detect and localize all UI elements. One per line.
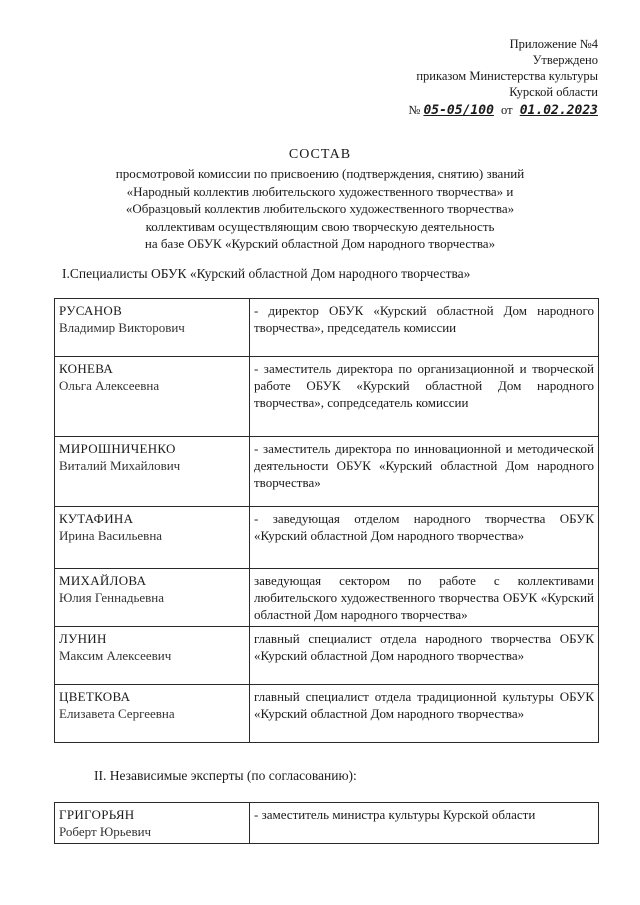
subtitle-line: на базе ОБУК «Курский областной Дом народного творчества» — [144, 236, 496, 251]
member-name-cell — [55, 627, 250, 685]
table-row — [55, 507, 599, 569]
member-role: заведующая сектором по работе с коллективами любительского художественного творчества ОБУК «Курский областной Дом народного творчества» — [250, 569, 599, 627]
member-fullname: Ирина Васильевна — [59, 528, 163, 543]
member-role: - заместитель министра культуры Курской области — [250, 803, 599, 844]
member-name-cell — [55, 803, 250, 844]
order-reference — [408, 102, 598, 119]
member-fullname: Виталий Михайлович — [59, 458, 181, 473]
order-number: 05-05/100 — [423, 103, 494, 118]
member-role: - директор ОБУК «Курский областной Дом народного творчества», председатель комиссии — [250, 299, 599, 357]
member-name-cell — [55, 357, 250, 437]
section-heading-experts: II. Независимые эксперты (по согласованию): — [94, 768, 357, 783]
table-row — [55, 299, 599, 357]
appendix-number: Приложение №4 — [509, 37, 598, 51]
order-issuer: приказом Министерства культуры — [416, 69, 598, 83]
member-surname: МИРОШНИЧЕНКО — [59, 441, 176, 456]
subtitle-line: «Народный коллектив любительского художественного творчества» и — [126, 183, 514, 199]
table-row — [55, 627, 599, 685]
member-surname: ЛУНИН — [59, 631, 107, 646]
member-name-cell — [55, 685, 250, 743]
member-name-cell — [55, 507, 250, 569]
member-surname: КОНЕВА — [59, 361, 114, 376]
order-region: Курской области — [509, 85, 598, 99]
experts-table — [54, 802, 599, 844]
subtitle-line: «Образцовый коллектив любительского художественного творчества» — [125, 201, 515, 216]
subtitle-line: просмотровой комиссии по присвоению (подтверждения, снятию) званий — [115, 166, 525, 181]
member-role: - заместитель директора по организационной и творческой работе ОБУК «Курский областной Дом народного творчества», сопредседатель комиссии — [250, 357, 599, 437]
member-role: - заведующая отделом народного творчества ОБУК «Курский областной Дом народного творчества» — [250, 507, 599, 569]
table-row — [55, 569, 599, 627]
member-surname: КУТАФИНА — [59, 511, 134, 526]
table-row — [55, 437, 599, 507]
member-role: - заместитель директора по инновационной и методической деятельности ОБУК «Курский областной Дом народного творчества» — [250, 437, 599, 507]
member-fullname: Ольга Алексеевна — [59, 378, 160, 393]
member-name-cell — [55, 299, 250, 357]
member-fullname: Максим Алексеевич — [59, 648, 172, 663]
member-fullname: Юлия Геннадьевна — [59, 590, 165, 605]
section-heading-specialists: I.Специалисты ОБУК «Курский областной Дом народного творчества» — [62, 266, 471, 281]
approved-label: Утверждено — [532, 53, 598, 67]
document-subtitle — [60, 165, 580, 253]
member-surname: РУСАНОВ — [59, 303, 123, 318]
table-row — [55, 803, 599, 844]
date-label: от — [501, 103, 513, 117]
member-fullname: Роберт Юрьевич — [59, 824, 152, 839]
subtitle-line: коллективам осуществляющим свою творческую деятельность — [145, 218, 495, 234]
member-fullname: Елизавета Сергеевна — [59, 706, 175, 721]
member-surname: ГРИГОРЬЯН — [59, 807, 135, 822]
member-name-cell — [55, 569, 250, 627]
table-row — [55, 357, 599, 437]
specialists-table — [54, 298, 599, 743]
member-name-cell — [55, 437, 250, 507]
document-title: СОСТАВ — [288, 147, 352, 162]
member-surname: МИХАЙЛОВА — [59, 573, 147, 588]
member-role: главный специалист отдела народного творчества ОБУК «Курский областной Дом народного творчества» — [250, 627, 599, 685]
order-date: 01.02.2023 — [519, 103, 598, 118]
number-label: № — [408, 103, 421, 117]
table-row — [55, 685, 599, 743]
member-surname: ЦВЕТКОВА — [59, 689, 131, 704]
approval-block — [408, 36, 598, 119]
member-fullname: Владимир Викторович — [59, 320, 185, 335]
member-role: главный специалист отдела традиционной культуры ОБУК «Курский областной Дом народного творчества» — [250, 685, 599, 743]
